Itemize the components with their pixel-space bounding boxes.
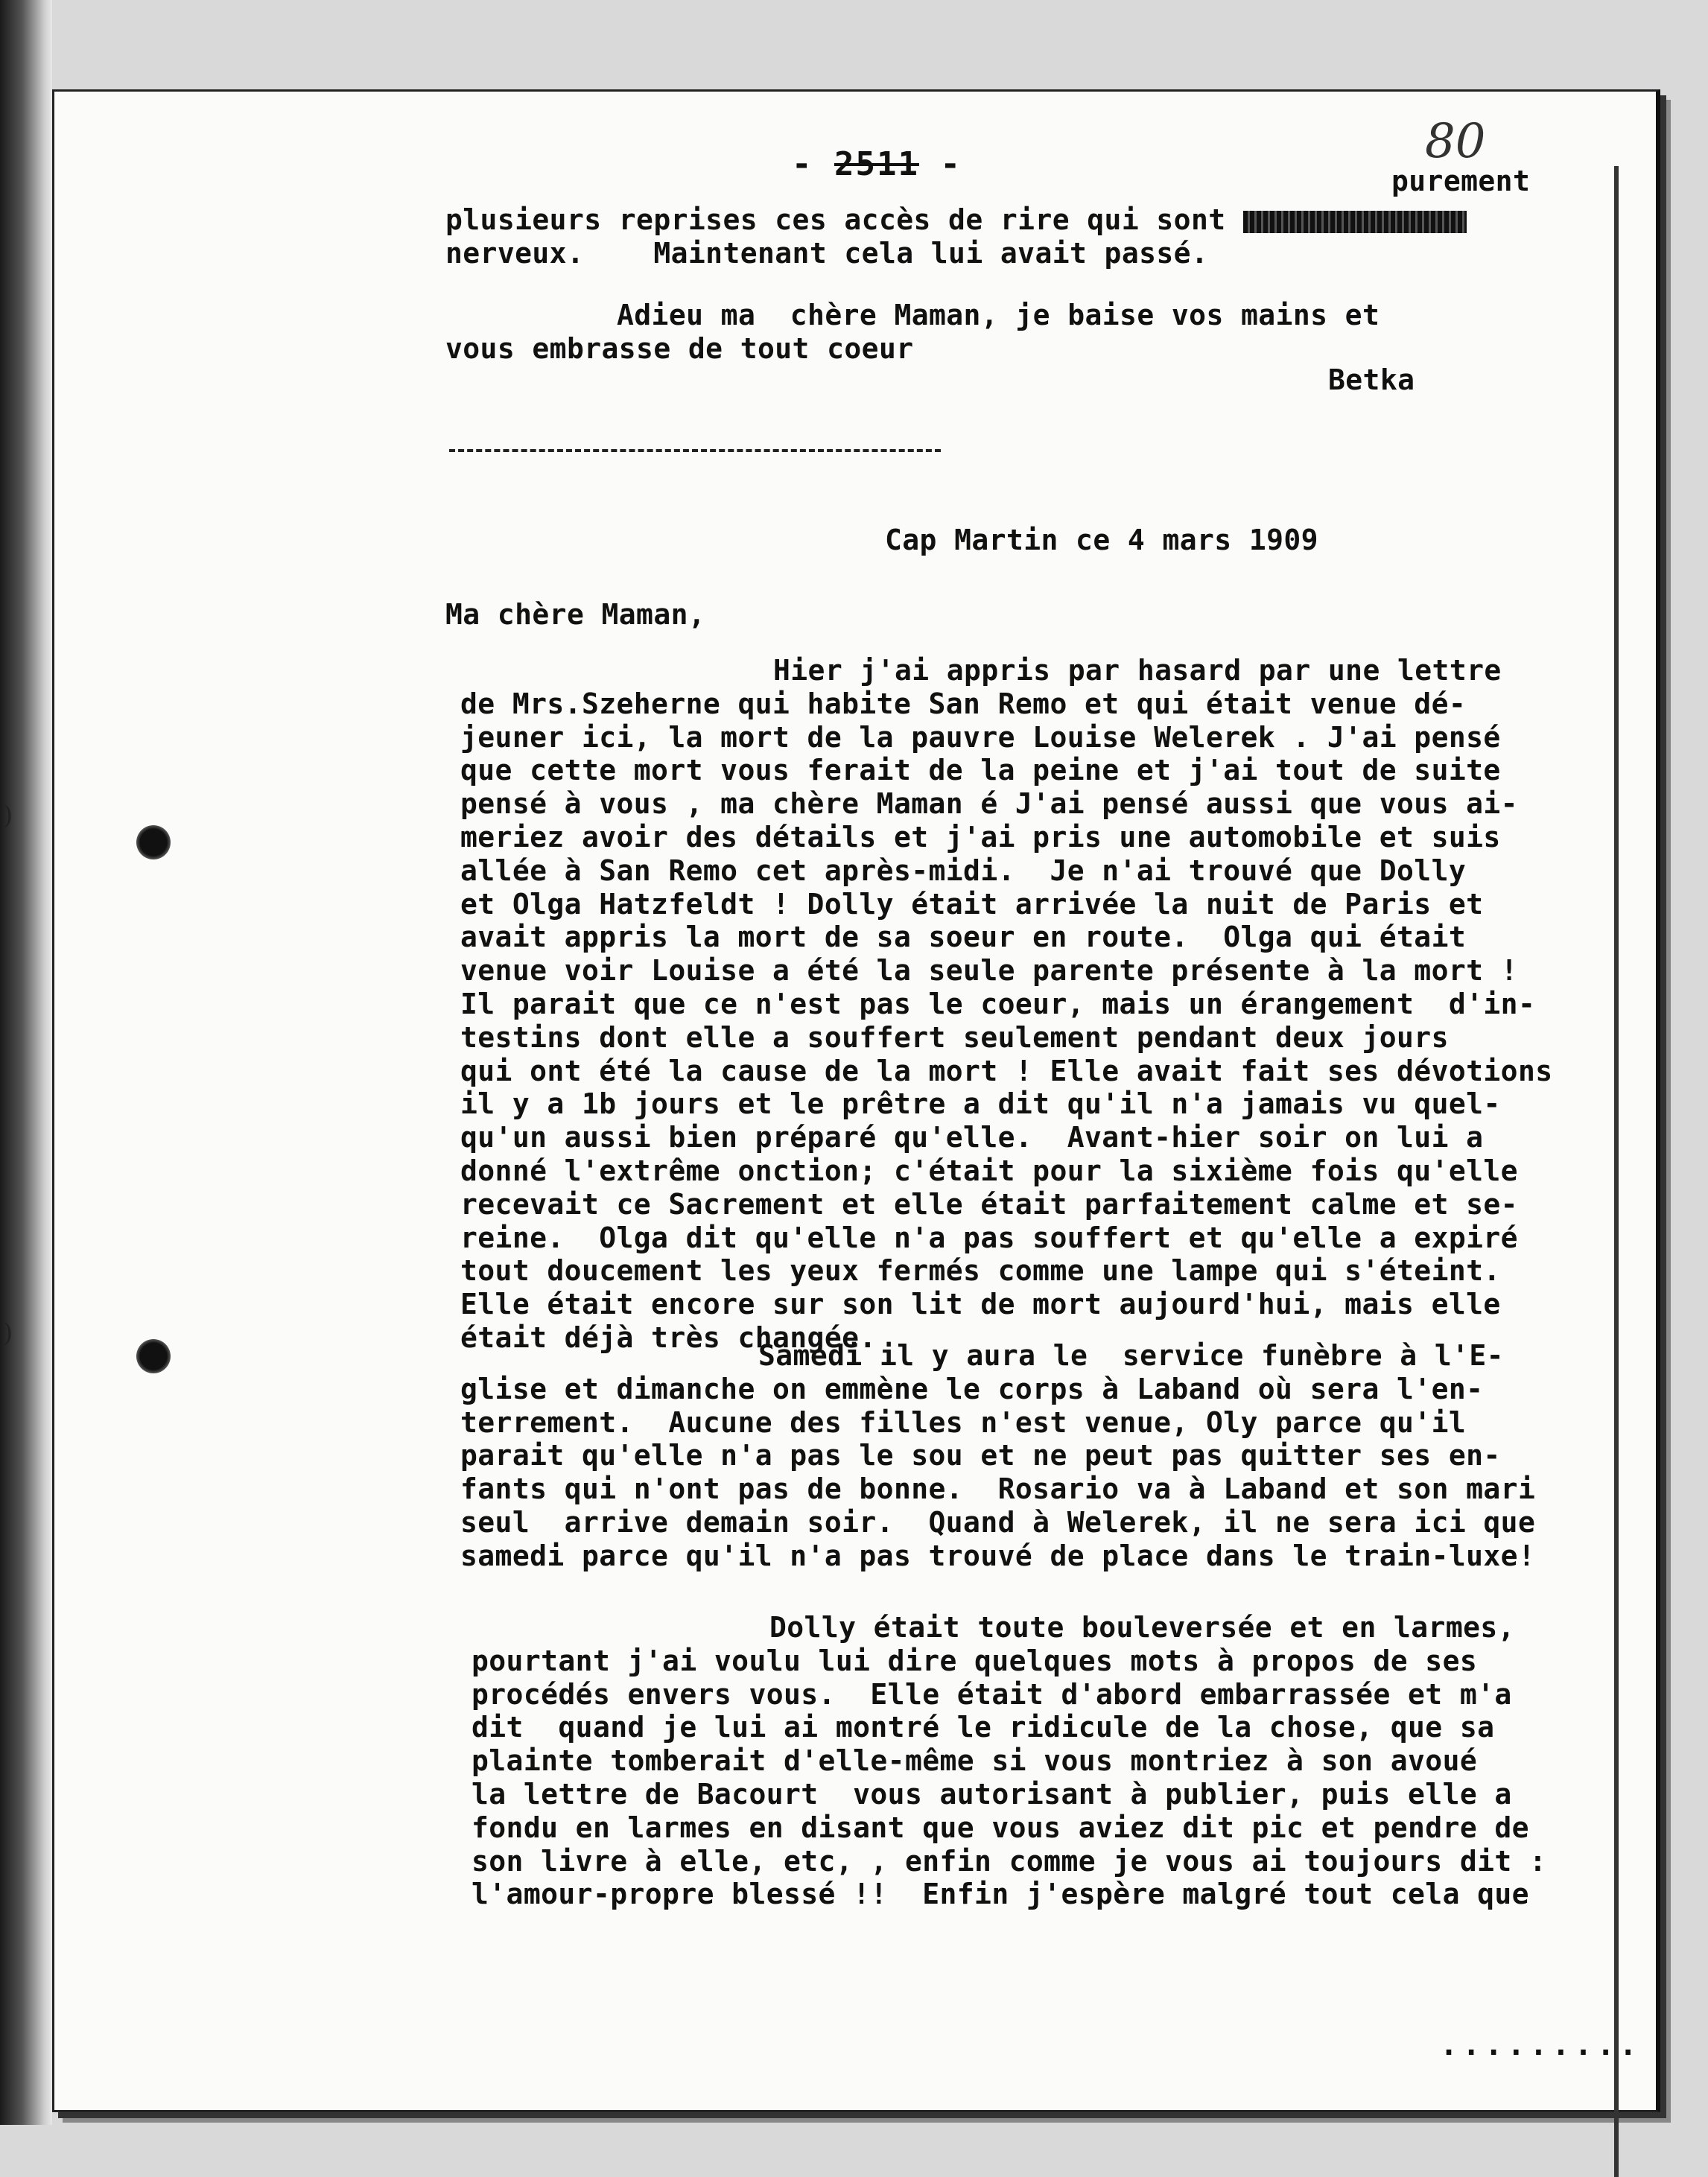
text-line: que cette mort vous ferait de la peine et j'ai tout de suite	[460, 754, 1501, 787]
handwritten-page-number: 80	[1425, 114, 1486, 169]
scan-left-edge	[0, 0, 52, 2125]
text-line: était déjà très changée.	[460, 1320, 877, 1354]
text-line: Samedi il y aura le service funèbre à l'E-	[758, 1339, 1504, 1372]
first-paragraph	[445, 203, 1467, 270]
punch-hole	[136, 1339, 171, 1373]
text-line: testins dont elle a souffert seulement pendant deux jours	[460, 1020, 1449, 1054]
text-line: jeuner ici, la mort de la pauvre Louise Welerek . J'ai pensé	[460, 720, 1501, 754]
text-line: Hier j'ai appris par hasard par une lettre	[773, 654, 1502, 687]
margin-mark: )	[3, 801, 13, 830]
text-line: avait appris la mort de sa soeur en route. Olga qui était	[460, 921, 1467, 954]
punch-hole	[136, 825, 171, 859]
text-line: l'amour-propre blessé !! Enfin j'espère malgré tout cela que	[472, 1878, 1529, 1911]
text-line: la lettre de Bacourt vous autorisant à publier, puis elle a	[472, 1777, 1512, 1811]
text-line: dit quand je lui ai montré le ridicule de la chose, que sa	[472, 1711, 1495, 1744]
signature: Betka	[1328, 363, 1415, 396]
text-line: seul arrive demain soir. Quand à Welerek, il ne sera ici que	[460, 1505, 1536, 1539]
typed-letter-page	[52, 89, 1660, 2112]
text-line: vous embrasse de tout coeur	[445, 331, 914, 365]
text-line: son livre à elle, etc, , enfin comme je vous ai toujours dit :	[472, 1844, 1547, 1878]
paragraph-3	[472, 1611, 1546, 1911]
salutation: Ma chère Maman,	[445, 598, 706, 631]
text-line: donné l'extrême onction; c'était pour la sixième fois qu'elle	[460, 1154, 1518, 1187]
text-line: meriez avoir des détails et j'ai pris une automobile et suis	[460, 820, 1501, 854]
closing	[445, 299, 1380, 366]
page-folio: - 2511 -	[792, 145, 962, 183]
top-insertion: purement	[1391, 165, 1531, 197]
continuation-dots: .........	[1440, 2028, 1642, 2062]
separator-line	[449, 449, 941, 452]
text-line: qu'un aussi bien préparé qu'elle. Avant-hier soir on lui a	[460, 1121, 1484, 1154]
text-line: et Olga Hatzfeldt ! Dolly était arrivée la nuit de Paris et	[460, 887, 1484, 921]
text-line: Dolly était toute bouleversée et en larmes,	[769, 1611, 1515, 1644]
text-line: nerveux. Maintenant cela lui avait passé.	[445, 236, 1209, 270]
text-line: Il parait que ce n'est pas le coeur, mais un érangement d'in-	[460, 987, 1536, 1020]
margin-mark: )	[3, 1318, 13, 1348]
page-edge-shadow	[1614, 166, 1619, 2177]
text-line: reine. Olga dit qu'elle n'a pas souffert et qu'elle a expiré	[460, 1221, 1518, 1254]
text-line: fants qui n'ont pas de bonne. Rosario va à Laband et son mari	[460, 1472, 1536, 1506]
place-date: Cap Martin ce 4 mars 1909	[885, 524, 1318, 556]
folio-number-struck: 2511	[834, 145, 919, 183]
text-line: plusieurs reprises ces accès de rire qui sont	[445, 203, 1467, 237]
text-line: terrement. Aucune des filles n'est venue, Oly parce qu'il	[460, 1405, 1467, 1439]
text-line: glise et dimanche on emmène le corps à Laband où sera l'en-	[460, 1372, 1484, 1405]
text-line: pensé à vous , ma chère Maman é J'ai pensé aussi que vous ai-	[460, 787, 1518, 821]
text-line: plainte tomberait d'elle-même si vous montriez à son avoué	[472, 1744, 1478, 1778]
struck-word	[1243, 211, 1467, 233]
text-line: qui ont été la cause de la mort ! Elle avait fait ses dévotions	[460, 1054, 1553, 1087]
text-line: Adieu ma chère Maman, je baise vos mains et	[617, 299, 1380, 331]
text-line: Elle était encore sur son lit de mort aujourd'hui, mais elle	[460, 1288, 1501, 1321]
text-line: samedi parce qu'il n'a pas trouvé de place dans le train-luxe!	[460, 1539, 1536, 1572]
text-line: il y a 1b jours et le prêtre a dit qu'il n'a jamais vu quel-	[460, 1087, 1501, 1121]
text-line: de Mrs.Szeherne qui habite San Remo et qui était venue dé-	[460, 687, 1467, 720]
paragraph-2	[460, 1339, 1535, 1573]
text-line: recevait ce Sacrement et elle était parfaitement calme et se-	[460, 1187, 1518, 1221]
text-line: venue voir Louise a été la seule parente présente à la mort !	[460, 954, 1518, 988]
text-line: tout doucement les yeux fermés comme une lampe qui s'éteint.	[460, 1254, 1501, 1288]
text-line: fondu en larmes en disant que vous aviez dit pic et pendre de	[472, 1811, 1529, 1844]
text-line: procédés envers vous. Elle était d'abord embarrassée et m'a	[472, 1677, 1512, 1711]
paragraph-1	[460, 654, 1553, 1355]
text-line: allée à San Remo cet après-midi. Je n'ai trouvé que Dolly	[460, 854, 1467, 887]
text-line: pourtant j'ai voulu lui dire quelques mots à propos de ses	[472, 1644, 1478, 1677]
text-line: parait qu'elle n'a pas le sou et ne peut pas quitter ses en-	[460, 1439, 1501, 1472]
